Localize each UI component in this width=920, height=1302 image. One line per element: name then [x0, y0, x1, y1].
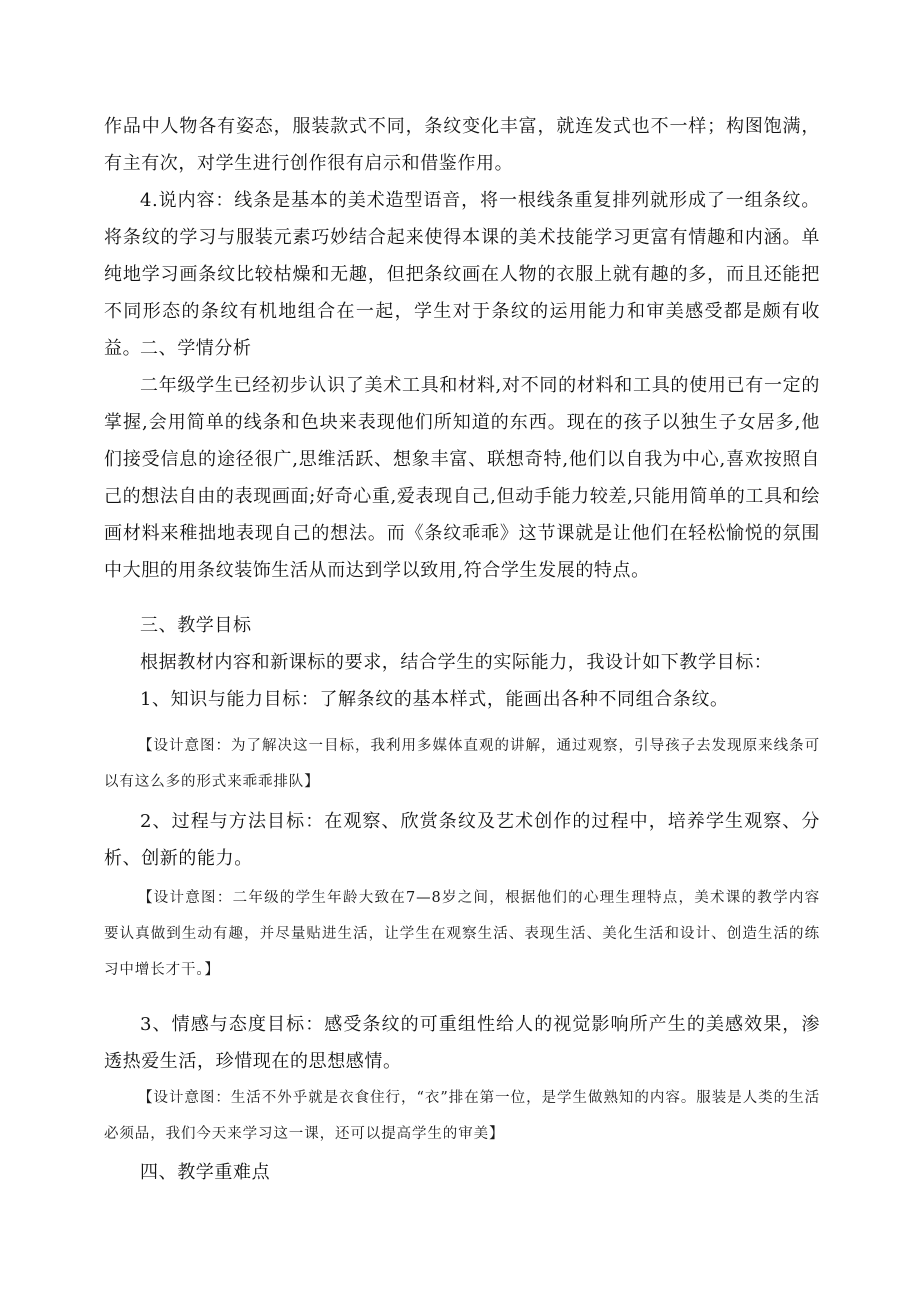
- learner-analysis-paragraph: 二年级学生已经初步认识了美术工具和材料,对不同的材料和工具的使用已有一定的掌握,会用简单的线条和色块来表现他们所知道的东西。现在的孩子以独生子女居多,他们接受信息的途径很广,思维活跃、想象丰富、联想奇特,他们以自我为中心,喜欢按照自己的想法自由的表现画面;好奇心重,爱表现自己,但动手能力较差,只能用简单的工具和绘画材料来稚拙地表现自己的想法。而《条纹乖乖》这节课就是让他们在轻松愉悦的氛围中大胆的用条纹装饰生活从而达到学以致用,符合学生发展的特点。: [104, 375, 820, 581]
- goal-knowledge-design-note: 【设计意图：为了解决这一目标，我利用多媒体直观的讲解，通过观察，引导孩子去发现原来线条可以有这么多的形式来乖乖排队】: [104, 738, 820, 790]
- goal-emotion-attitude: 3、情感与态度目标：感受条纹的可重组性给人的视觉影响所产生的美感效果，渗透热爱生活，珍惜现在的思想感情。: [104, 1014, 820, 1072]
- section-heading-key-difficulties: 四、教学重难点: [140, 1162, 271, 1183]
- goal-process-design-note: 【设计意图：二年级的学生年龄大致在7—8岁之间，根据他们的心理生理特点，美术课的教学内容要认真做到生动有趣，并尽量贴进生活，让学生在观察生活、表现生活、美化生活和设计、创造生活的练习中增长才干。】: [104, 890, 820, 978]
- content-paragraph: 4.说内容：线条是基本的美术造型语音，将一根线条重复排列就形成了一组条纹。将条纹的学习与服装元素巧妙结合起来使得本课的美术技能学习更富有情趣和内涵。单纯地学习画条纹比较枯燥和无趣，但把条纹画在人物的衣服上就有趣的多，而且还能把不同形态的条纹有机地组合在一起，学生对于条纹的运用能力和审美感受都是颇有收益。: [104, 190, 820, 359]
- section-heading-learner-analysis: 二、学情分析: [140, 338, 252, 359]
- section-heading-teaching-goals: 三、教学目标: [140, 615, 252, 636]
- goal-knowledge-ability: 1、知识与能力目标：了解条纹的基本样式，能画出各种不同组合条纹。: [140, 689, 729, 710]
- teaching-goals-intro: 根据教材内容和新课标的要求，结合学生的实际能力，我设计如下教学目标：: [140, 652, 773, 673]
- intro-paragraph: 作品中人物各有姿态，服装款式不同，条纹变化丰富，就连发式也不一样；构图饱满，有主有次，对学生进行创作很有启示和借鉴作用。: [104, 116, 820, 174]
- goal-emotion-design-note: 【设计意图：生活不外乎就是衣食住行，“衣”排在第一位，是学生做熟知的内容。服装是人类的生活必须品，我们今天来学习这一课，还可以提高学生的审美】: [104, 1090, 820, 1142]
- goal-process-method: 2、过程与方法目标：在观察、欣赏条纹及艺术创作的过程中，培养学生观察、分析、创新的能力。: [104, 811, 820, 869]
